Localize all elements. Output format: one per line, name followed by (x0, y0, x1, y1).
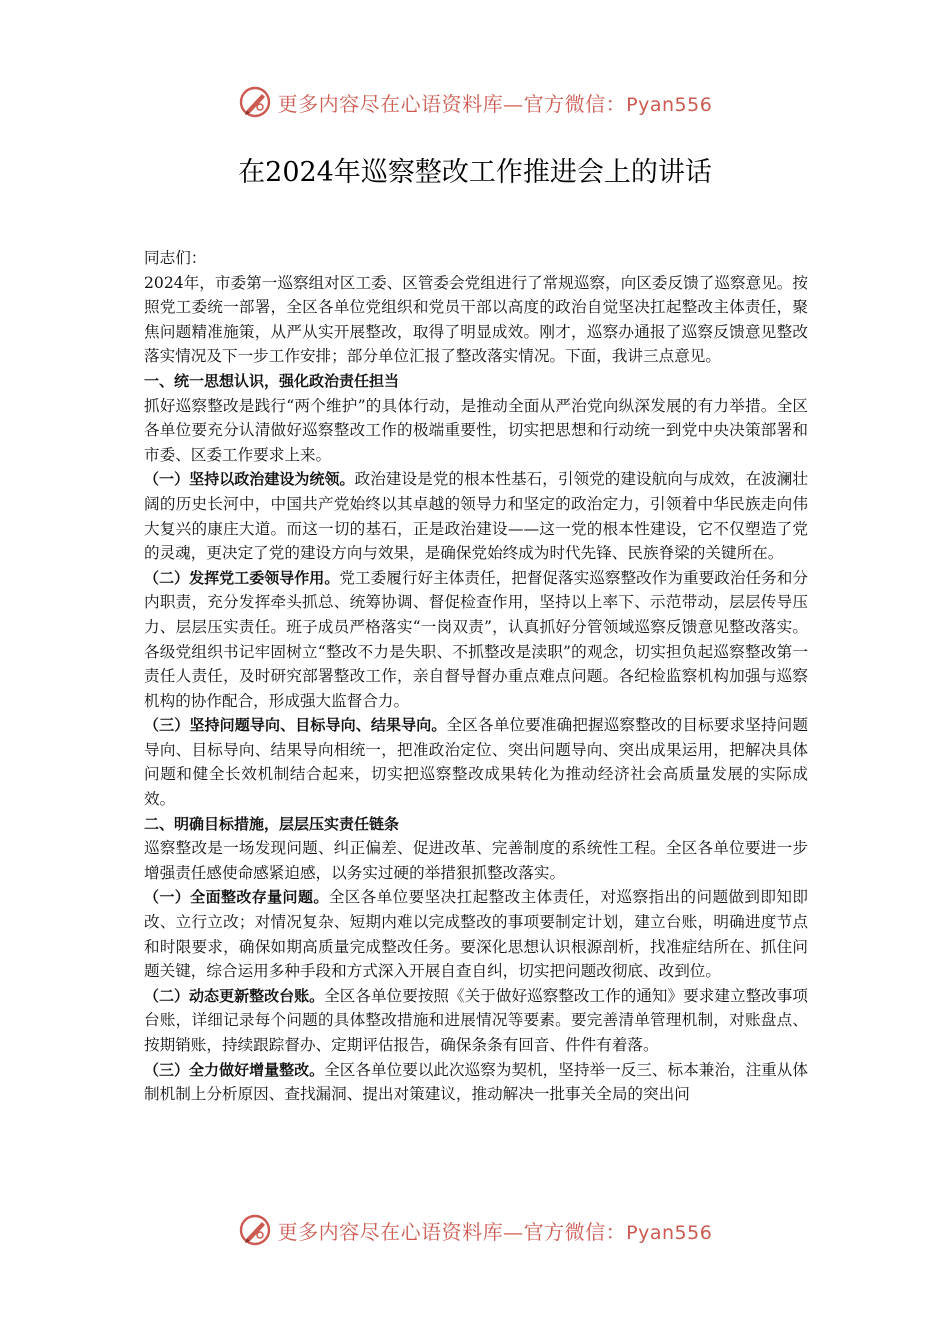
watermark-prefix: 更多内容尽在心语资料库—官方微信： (277, 91, 627, 116)
item-label: （二）动态更新整改台账。 (144, 986, 325, 1005)
intro-paragraph: 2024年，市委第一巡察组对区工委、区管委会党组进行了常规巡察，向区委反馈了巡察意见。按照党工委统一部署，全区各单位党组织和党员干部以高度的政治自觉坚决扛起整改主体责任，聚焦问题精准施策，从严从实开展整改，取得了明显成效。刚才，巡察办通报了巡察反馈意见整改落实情况及下一步工作安排；部分单位汇报了整改落实情况。下面，我讲三点意见。 (144, 273, 808, 366)
watermark-wechat: Pyan556 (626, 93, 713, 116)
item-label: （二）发挥党工委领导作用。 (144, 568, 340, 587)
section1-item-3 (144, 713, 808, 811)
watermark-text (278, 88, 713, 117)
section2-item-3 (144, 1058, 808, 1107)
item-text: 党工委履行好主体责任，把督促落实巡察整改作为重要政治任务和分内职责，充分发挥牵头抓总、统筹协调、督促检查作用，坚持以上率下、示范带动，层层传导压力、层层压实责任。班子成员严格落实“一岗双责”，认真抓好分管领域巡察反馈意见整改落实。各级党组织书记牢固树立“整改不力是失职、不抓整改是渎职”的观念，切实担负起巡察整改第一责任人责任，及时研究部署整改工作，亲自督导督办重点难点问题。各纪检监察机构加强与巡察机构的协作配合，形成强大监督合力。 (144, 568, 808, 710)
pen-circle-icon (238, 85, 272, 119)
section2-item-1 (144, 885, 808, 983)
section2-item-2 (144, 984, 808, 1058)
item-label: （三）坚持问题导向、目标导向、结果导向。 (144, 716, 447, 735)
section-heading-1: 一、统一思想认识，强化政治责任担当 (144, 371, 400, 390)
item-text: 全区各单位要按照《关于做好巡察整改工作的通知》要求建立整改事项台账，详细记录每个问题的具体整改措施和进展情况等要素。要完善清单管理机制，对账盘点、按期销账，持续跟踪督办、定期评估报告，确保条条有回音、件件有着落。 (144, 986, 808, 1054)
item-label: （一）全面整改存量问题。 (144, 888, 329, 907)
section1-item-2 (144, 566, 808, 714)
section-body-1: 抓好巡察整改是践行“两个维护”的具体行动，是推动全面从严治党向纵深发展的有力举措。全区各单位要充分认清做好巡察整改工作的极端重要性，切实把思想和行动统一到党中央决策部署和市委、区委工作要求上来。 (144, 396, 808, 464)
watermark-wechat: Pyan556 (626, 1221, 713, 1244)
document-body (144, 246, 808, 1107)
section-body-2: 巡察整改是一场发现问题、纠正偏差、促进改革、完善制度的系统性工程。全区各单位要进一步增强责任感使命感紧迫感，以务实过硬的举措狠抓整改落实。 (144, 839, 808, 882)
item-text: 全区各单位要以此次巡察为契机，坚持举一反三、标本兼治，注重从体制机制上分析原因、查找漏洞、提出对策建议，推动解决一批事关全局的突出问 (144, 1060, 808, 1104)
pen-circle-icon (238, 1213, 272, 1247)
section1-item-1 (144, 467, 808, 565)
document-title: 在2024年巡察整改工作推进会上的讲话 (238, 157, 712, 188)
watermark-prefix: 更多内容尽在心语资料库—官方微信： (277, 1219, 627, 1244)
section-heading-2: 二、明确目标措施，层层压实责任链条 (144, 814, 400, 833)
item-text: 全区各单位要坚决扛起整改主体责任，对巡察指出的问题做到即知即改、立行立改；对情况复杂、短期内难以完成整改的事项要制定计划，建立台账，明确进度节点和时限要求，确保如期高质量完成整改任务。要深化思想认识根源剖析，找准症结所在、抓住问题关键，综合运用多种手段和方式深入开展自查自纠，切实把问题改彻底、改到位。 (144, 888, 808, 981)
item-text: 全区各单位要准确把握巡察整改的目标要求坚持问题导向、目标导向、结果导向相统一，把准政治定位、突出问题导向、突出成果运用，把解决具体问题和健全长效机制结合起来，切实把巡察整改成果转化为推动经济社会高质量发展的实际成效。 (144, 716, 808, 809)
watermark-banner-top (0, 82, 950, 122)
watermark-text (278, 1216, 713, 1245)
watermark-banner-bottom (0, 1210, 950, 1250)
item-text: 政治建设是党的根本性基石，引领党的建设航向与成效，在波澜壮阔的历史长河中，中国共产党始终以其卓越的领导力和坚定的政治定力，引领着中华民族走向伟大复兴的康庄大道。而这一切的基石，正是政治建设——这一党的根本性建设，它不仅塑造了党的灵魂，更决定了党的建设方向与效果，是确保党始终成为时代先锋、民族脊梁的关键所在。 (144, 470, 808, 563)
item-label: （一）坚持以政治建设为统领。 (144, 470, 355, 489)
salutation: 同志们： (144, 249, 207, 267)
item-label: （三）全力做好增量整改。 (144, 1060, 325, 1079)
